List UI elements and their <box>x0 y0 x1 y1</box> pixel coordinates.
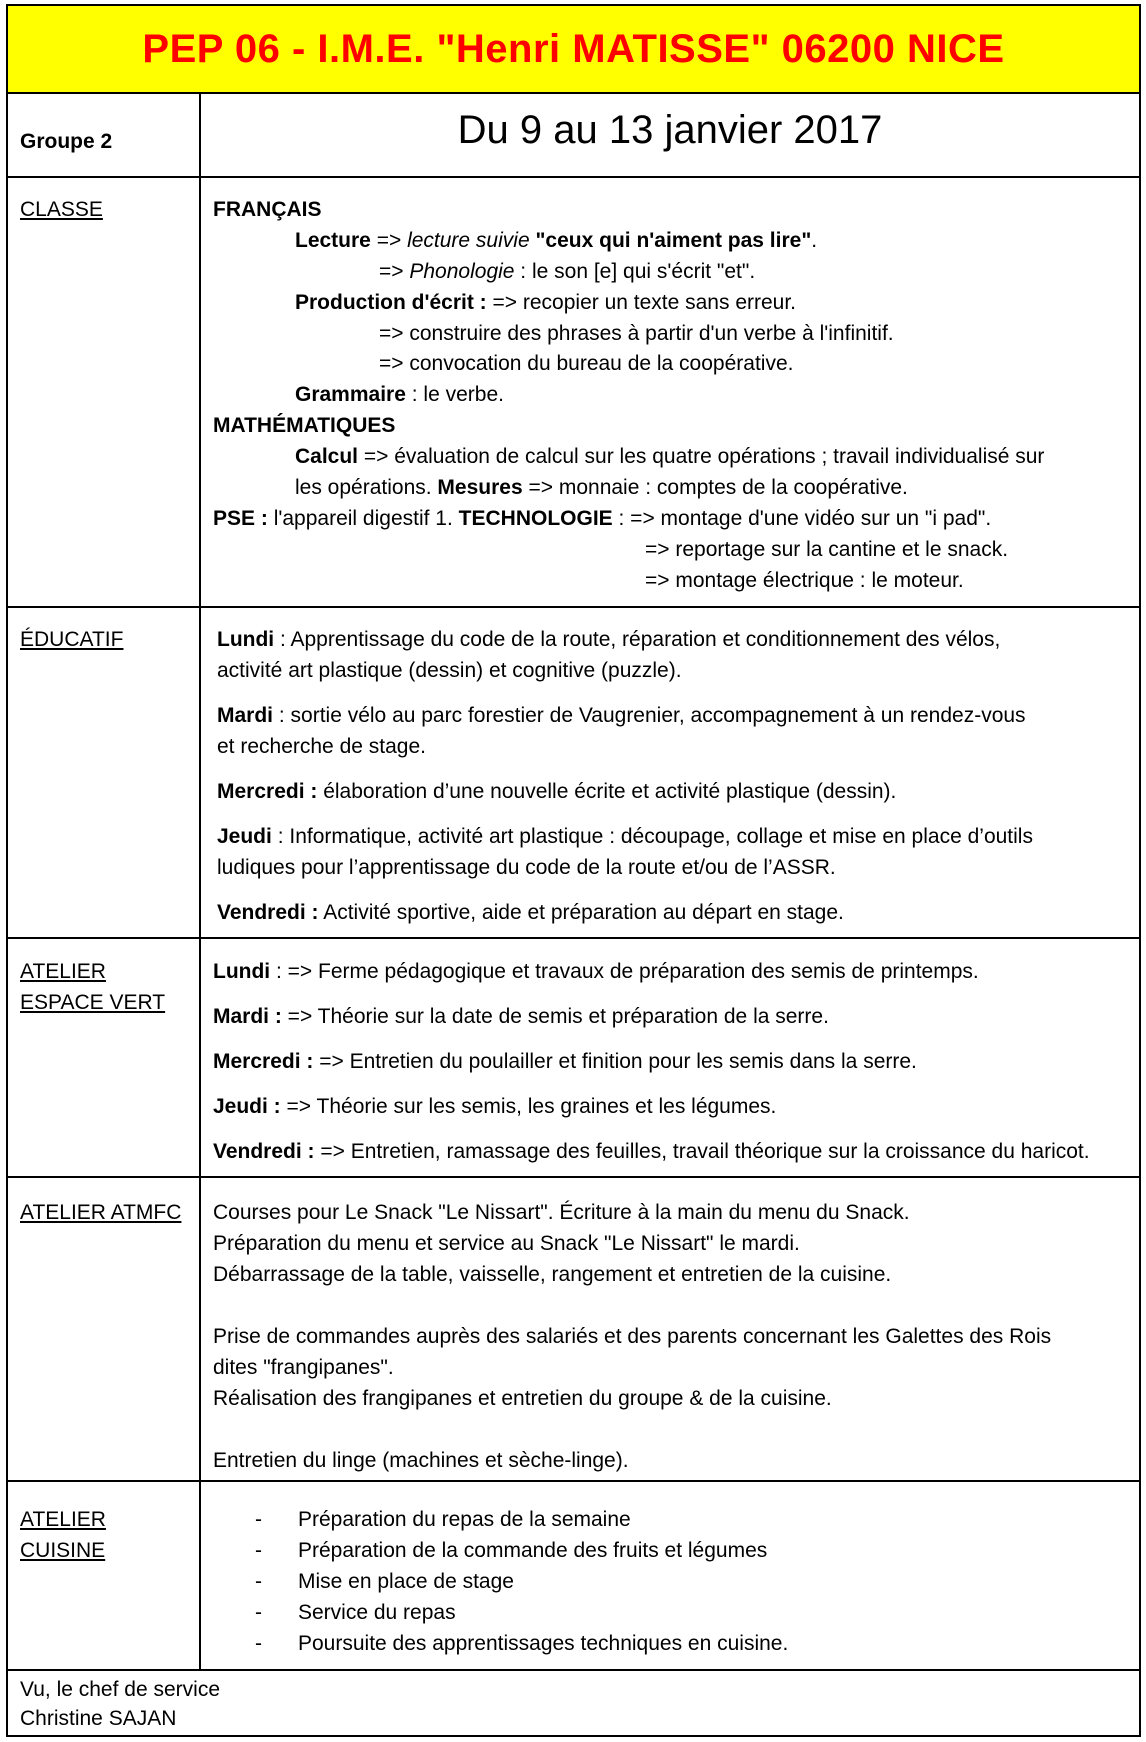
day-label: Vendredi : <box>217 901 319 924</box>
francais-title: FRANÇAIS <box>213 198 322 221</box>
mesures-label: Mesures <box>437 476 523 499</box>
day-label: Mercredi : <box>217 780 318 803</box>
atmfc-line: Débarrassage de la table, vaisselle, rangement et entretien de la cuisine. <box>213 1263 892 1286</box>
atmfc-line: Prise de commandes auprès des salariés et des parents concernant les Galettes des Rois <box>213 1325 1052 1348</box>
section-label-educatif: ÉDUCATIF <box>20 628 124 651</box>
week-title: Du 9 au 13 janvier 2017 <box>457 108 883 152</box>
atmfc-line: Entretien du linge (machines et sèche-linge). <box>213 1449 629 1472</box>
phono-text: : le son [e] qui s'écrit "et". <box>514 260 756 283</box>
grammaire-label: Grammaire <box>295 383 406 406</box>
calcul-label: Calcul <box>295 445 359 468</box>
activity-text: élaboration d’une nouvelle écrite et activité plastique (dessin). <box>317 780 897 803</box>
production-label: Production d'écrit : <box>295 291 487 314</box>
signature-title: Vu, le chef de service <box>20 1678 220 1701</box>
technologie-label: TECHNOLOGIE <box>458 507 613 530</box>
list-item: Poursuite des apprentissages techniques en cuisine. <box>298 1632 789 1655</box>
group-label: Groupe 2 <box>20 130 113 153</box>
activity-text: : => Ferme pédagogique et travaux de préparation des semis de printemps. <box>270 960 979 983</box>
technologie-text-2: => reportage sur la cantine et le snack. <box>645 538 1009 561</box>
activity-text-cont: activité art plastique (dessin) et cognitive (puzzle). <box>217 659 682 682</box>
section-label-cuisine-2: CUISINE <box>20 1539 106 1562</box>
activity-text-cont: et recherche de stage. <box>217 735 426 758</box>
day-label: Vendredi : <box>213 1140 315 1163</box>
list-bullet: - <box>255 1632 262 1655</box>
list-bullet: - <box>255 1508 262 1531</box>
section-label-atmfc: ATELIER ATMFC <box>20 1201 182 1224</box>
production-text-2: => construire des phrases à partir d'un verbe à l'infinitif. <box>379 322 894 345</box>
day-label: Mardi <box>217 704 274 727</box>
divider <box>8 1669 1139 1671</box>
day-label: Jeudi : <box>213 1095 281 1118</box>
divider <box>8 1176 1139 1178</box>
divider <box>8 92 1139 94</box>
activity-text: : Informatique, activité art plastique : découpage, collage et mise en place d’outils <box>271 825 1033 848</box>
activity-text: => Théorie sur les semis, les graines et les légumes. <box>280 1095 777 1118</box>
schedule-sheet <box>6 4 1141 1737</box>
grammaire-text: : le verbe. <box>405 383 504 406</box>
signature-name: Christine SAJAN <box>20 1707 177 1730</box>
activity-text: : Apprentissage du code de la route, réparation et conditionnement des vélos, <box>274 628 1001 651</box>
pse-text: l'appareil digestif 1. <box>267 507 459 530</box>
day-label: Mercredi : <box>213 1050 314 1073</box>
calcul-text-cont: les opérations. <box>295 476 438 499</box>
day-label: Lundi <box>217 628 275 651</box>
list-bullet: - <box>255 1539 262 1562</box>
activity-text: Activité sportive, aide et préparation au départ en stage. <box>318 901 844 924</box>
activity-text-cont: ludiques pour l’apprentissage du code de la route et/ou de l’ASSR. <box>217 856 836 879</box>
institution-title: PEP 06 - I.M.E. "Henri MATISSE" 06200 NICE <box>142 26 1005 71</box>
list-item: Mise en place de stage <box>298 1570 514 1593</box>
lecture-title: "ceux qui n'aiment pas lire" <box>529 229 812 252</box>
divider <box>8 1480 1139 1482</box>
technologie-text-1: : => montage d'une vidéo sur un "i pad". <box>612 507 992 530</box>
lecture-end: . <box>811 229 818 252</box>
activity-text: => Entretien, ramassage des feuilles, travail théorique sur la croissance du haricot. <box>314 1140 1090 1163</box>
technologie-text-3: => montage électrique : le moteur. <box>645 569 964 592</box>
math-title: MATHÉMATIQUES <box>213 414 396 437</box>
column-divider <box>199 92 201 1669</box>
section-label-cuisine-1: ATELIER <box>20 1508 106 1531</box>
atmfc-line: Courses pour Le Snack "Le Nissart". Écriture à la main du menu du Snack. <box>213 1201 910 1224</box>
pse-label: PSE : <box>213 507 268 530</box>
list-item: Préparation du repas de la semaine <box>298 1508 631 1531</box>
header-banner <box>8 6 1139 92</box>
section-label-espace-vert-2: ESPACE VERT <box>20 991 166 1014</box>
list-bullet: - <box>255 1570 262 1593</box>
mesures-text: => monnaie : comptes de la coopérative. <box>522 476 908 499</box>
atmfc-line: Réalisation des frangipanes et entretien du groupe & de la cuisine. <box>213 1387 832 1410</box>
atmfc-line: dites "frangipanes". <box>213 1356 394 1379</box>
atmfc-line: Préparation du menu et service au Snack "Le Nissart" le mardi. <box>213 1232 800 1255</box>
divider <box>8 606 1139 608</box>
day-label: Mardi : <box>213 1005 282 1028</box>
calcul-text: => évaluation de calcul sur les quatre opérations ; travail individualisé sur <box>358 445 1045 468</box>
day-label: Lundi <box>213 960 271 983</box>
list-item: Service du repas <box>298 1601 456 1624</box>
list-item: Préparation de la commande des fruits et légumes <box>298 1539 768 1562</box>
production-text-1: => recopier un texte sans erreur. <box>486 291 797 314</box>
section-label-espace-vert-1: ATELIER <box>20 960 106 983</box>
activity-text: => Théorie sur la date de semis et préparation de la serre. <box>281 1005 829 1028</box>
day-label: Jeudi <box>217 825 272 848</box>
divider <box>8 937 1139 939</box>
lecture-arrow: => <box>370 229 408 252</box>
section-label-classe: CLASSE <box>20 198 103 221</box>
phono-label: Phonologie <box>409 260 515 283</box>
list-bullet: - <box>255 1601 262 1624</box>
lecture-italic: lecture suivie <box>407 229 530 252</box>
production-text-3: => convocation du bureau de la coopérative. <box>379 352 794 375</box>
lecture-label: Lecture <box>295 229 371 252</box>
activity-text: : sortie vélo au parc forestier de Vaugrenier, accompagnement à un rendez-vous <box>273 704 1026 727</box>
divider <box>8 176 1139 178</box>
activity-text: => Entretien du poulailler et finition pour les semis dans la serre. <box>313 1050 917 1073</box>
phono-arrow: => <box>379 260 410 283</box>
